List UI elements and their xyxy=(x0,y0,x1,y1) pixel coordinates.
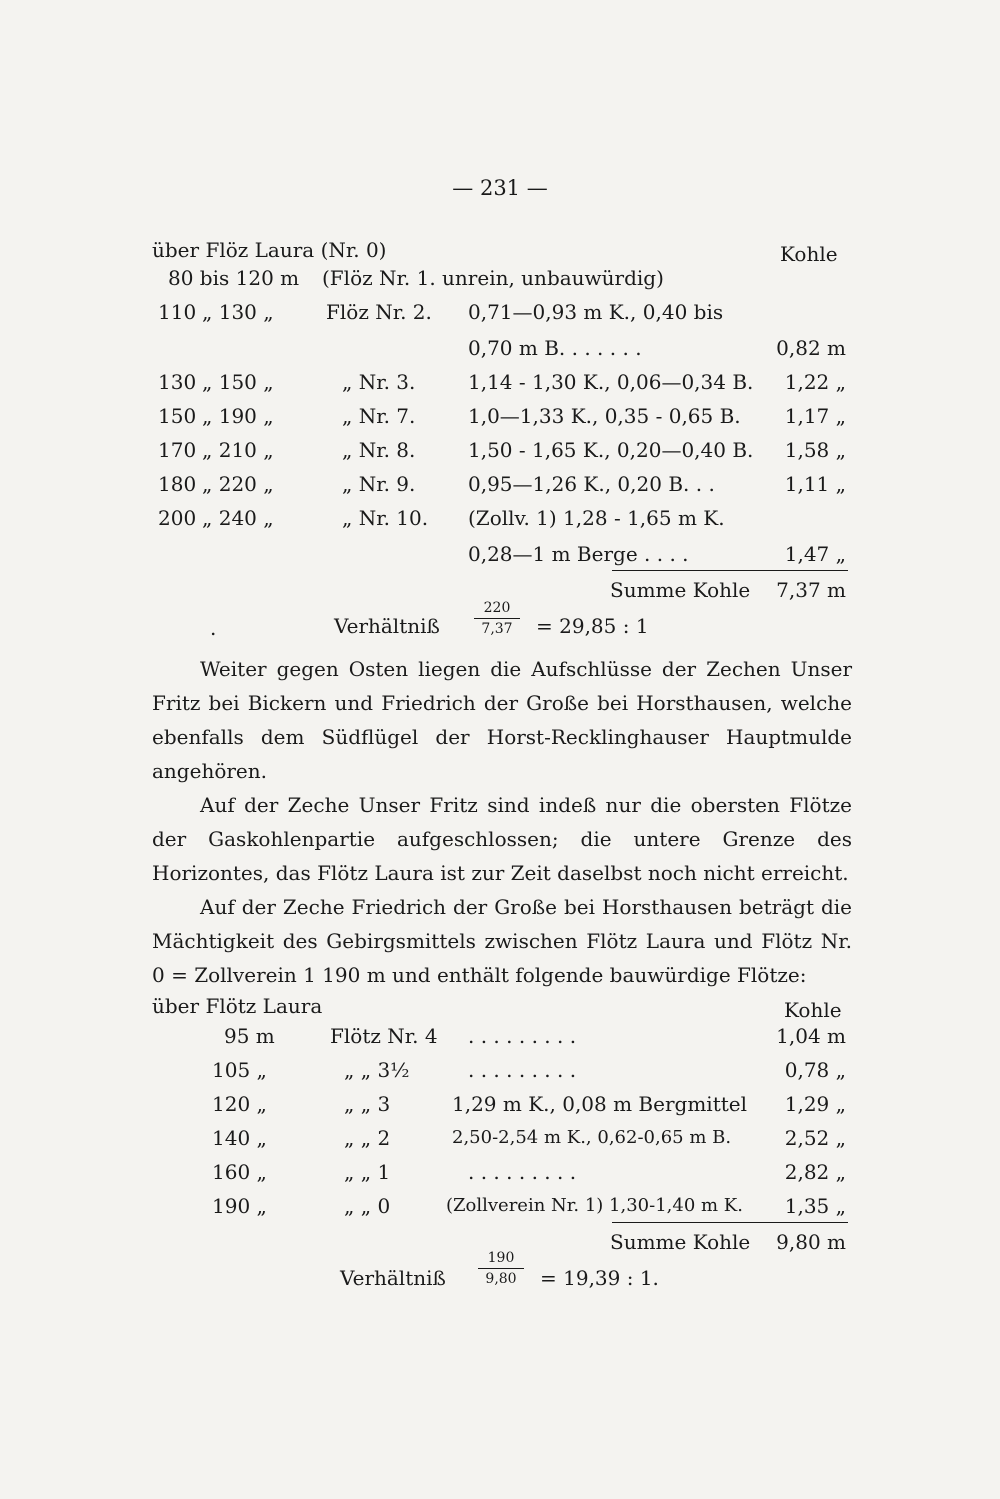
table-1-row-value: 1,11 „ xyxy=(784,472,846,496)
table-2-row-desc: 1,29 m K., 0,08 m Bergmittel xyxy=(452,1092,747,1116)
table-2-row-desc: (Zollverein Nr. 1) 1,30-1,40 m K. xyxy=(446,1195,743,1216)
table-1-row0-depth: 80 bis 120 m xyxy=(168,266,300,290)
table-2-header-left: über Flötz Laura xyxy=(152,994,323,1018)
table-1-row-nr: „ Nr. 3. xyxy=(342,370,416,394)
paragraph-2 xyxy=(152,788,852,890)
table-2-ratio-denominator: 9,80 xyxy=(485,1271,517,1287)
table-1-row-desc: (Zollv. 1) 1,28 - 1,65 m K. xyxy=(468,506,725,530)
fraction-bar xyxy=(474,618,520,619)
paragraph-2-text: Auf der Zeche Unser Fritz sind indeß nur die obersten Flötze der Gaskohlenpartie aufgeschlossen; die untere Grenze des Horizontes, das Flötz Laura ist zur Zeit daselbst noch nicht erreicht. xyxy=(152,793,852,885)
page-number: — 231 — xyxy=(452,176,548,200)
table-1-row1-from: 110 xyxy=(158,300,197,324)
fraction-bar xyxy=(478,1268,524,1269)
table-2-row-depth: 120 „ xyxy=(212,1092,267,1116)
table-2-row-desc: . . . . . . . . . xyxy=(468,1024,577,1048)
table-2-ratio-fraction xyxy=(478,1250,524,1287)
table-1-row-from: 200 xyxy=(158,506,197,530)
table-2-row-depth: 190 „ xyxy=(212,1194,267,1218)
table-1-row-nr: „ Nr. 10. xyxy=(342,506,429,530)
table-2-row-depth: 105 „ xyxy=(212,1058,267,1082)
table-1-row-desc: 0,95—1,26 K., 0,20 B. . . xyxy=(468,472,715,496)
table-1-row0-desc: (Flöz Nr. 1. unrein, unbauwürdig) xyxy=(322,266,664,290)
table-2-ratio-numerator: 190 xyxy=(487,1250,515,1266)
table-1-row-last-desc: 0,28—1 m Berge . . . . xyxy=(468,542,689,566)
table-1-sum-rule xyxy=(612,570,848,571)
table-2-row-depth: 95 m xyxy=(224,1024,275,1048)
table-1-row-to: „ 190 „ xyxy=(202,404,274,428)
table-1-ratio-result: = 29,85 : 1 xyxy=(536,614,649,638)
table-1-row1-floz: Flöz Nr. 2. xyxy=(326,300,432,324)
table-1-row-desc: 1,50 - 1,65 K., 0,20—0,40 B. xyxy=(468,438,754,462)
table-1-row-to: „ 240 „ xyxy=(202,506,274,530)
table-1-row1-to: „ 130 „ xyxy=(202,300,274,324)
table-1-row-from: 180 xyxy=(158,472,197,496)
table-1-row1-desc: 0,71—0,93 m K., 0,40 bis xyxy=(468,300,724,324)
table-2-ratio-label: Verhältniß xyxy=(340,1266,446,1290)
table-1-row-value: 1,22 „ xyxy=(784,370,846,394)
paragraph-3-text: Auf der Zeche Friedrich der Große bei Horsthausen beträgt die Mächtigkeit des Gebirgsmittels zwischen Flötz Laura und Flötz Nr. 0 = Zollverein 1 190 m und enthält folgende bauwürdige Flötze: xyxy=(152,895,852,987)
table-2-row-floz: „ „ 3 xyxy=(344,1092,391,1116)
table-1-ratio-numerator: 220 xyxy=(483,600,511,616)
table-2-row-floz: „ „ 3½ xyxy=(344,1058,410,1082)
table-1-ratio-label: Verhältniß xyxy=(334,614,440,638)
table-1-row1b-desc: 0,70 m B. . . . . . . xyxy=(468,336,642,360)
table-2-row-floz: „ „ 2 xyxy=(344,1126,391,1150)
table-1-row-desc: 1,14 - 1,30 K., 0,06—0,34 B. xyxy=(468,370,754,394)
table-1-sum-value: 7,37 m xyxy=(776,578,846,602)
table-2-row-value: 1,04 m xyxy=(776,1024,846,1048)
table-1-row-value: 1,58 „ xyxy=(784,438,846,462)
table-1-header-right: Kohle xyxy=(780,242,838,266)
table-2-row-desc: 2,50-2,54 m K., 0,62-0,65 m B. xyxy=(452,1127,732,1148)
table-2-row-value: 0,78 „ xyxy=(784,1058,846,1082)
table-1-row-value: 1,17 „ xyxy=(784,404,846,428)
table-1-ratio-fraction xyxy=(474,600,520,637)
table-2-sum-label: Summe Kohle xyxy=(610,1230,751,1254)
table-2-row-floz: „ „ 1 xyxy=(344,1160,391,1184)
paragraph-1 xyxy=(152,652,852,788)
table-1-row-from: 170 xyxy=(158,438,197,462)
table-2-row-floz: „ „ 0 xyxy=(344,1194,391,1218)
table-1-row-nr: „ Nr. 9. xyxy=(342,472,416,496)
table-2-header-right: Kohle xyxy=(784,998,842,1022)
table-1-ratio-denominator: 7,37 xyxy=(481,621,513,637)
paragraph-1-text: Weiter gegen Osten liegen die Aufschlüsse der Zechen Unser Fritz bei Bickern und Friedrich der Große bei Horsthausen, welche ebenfalls dem Südflügel der Horst-Recklinghauser Hauptmulde angehören. xyxy=(152,657,852,783)
table-1-row-from: 130 xyxy=(158,370,197,394)
table-2-row-value: 2,82 „ xyxy=(784,1160,846,1184)
table-2-sum-value: 9,80 m xyxy=(776,1230,846,1254)
table-1-row-desc: 1,0—1,33 K., 0,35 - 0,65 B. xyxy=(468,404,741,428)
table-1-bullet: . xyxy=(210,616,217,640)
table-1-row1b-value: 0,82 m xyxy=(776,336,846,360)
table-1-row-to: „ 210 „ xyxy=(202,438,274,462)
table-2-row-value: 1,29 „ xyxy=(784,1092,846,1116)
table-2-ratio-result: = 19,39 : 1. xyxy=(540,1266,659,1290)
table-1-row-from: 150 xyxy=(158,404,197,428)
table-2-row-depth: 140 „ xyxy=(212,1126,267,1150)
table-2-row-desc: . . . . . . . . . xyxy=(468,1058,577,1082)
table-2-row-floz: Flötz Nr. 4 xyxy=(330,1024,438,1048)
table-1-row-last-value: 1,47 „ xyxy=(784,542,846,566)
table-1-sum-label: Summe Kohle xyxy=(610,578,751,602)
table-2-row-desc: . . . . . . . . . xyxy=(468,1160,577,1184)
table-1-row-nr: „ Nr. 8. xyxy=(342,438,416,462)
table-1-row-to: „ 220 „ xyxy=(202,472,274,496)
table-2-row-depth: 160 „ xyxy=(212,1160,267,1184)
table-2-row-value: 2,52 „ xyxy=(784,1126,846,1150)
table-1-row-nr: „ Nr. 7. xyxy=(342,404,416,428)
table-2-row-value: 1,35 „ xyxy=(784,1194,846,1218)
table-1-row-to: „ 150 „ xyxy=(202,370,274,394)
table-2-sum-rule xyxy=(612,1222,848,1223)
paragraph-3 xyxy=(152,890,852,992)
table-1-header-left: über Flöz Laura (Nr. 0) xyxy=(152,238,387,262)
